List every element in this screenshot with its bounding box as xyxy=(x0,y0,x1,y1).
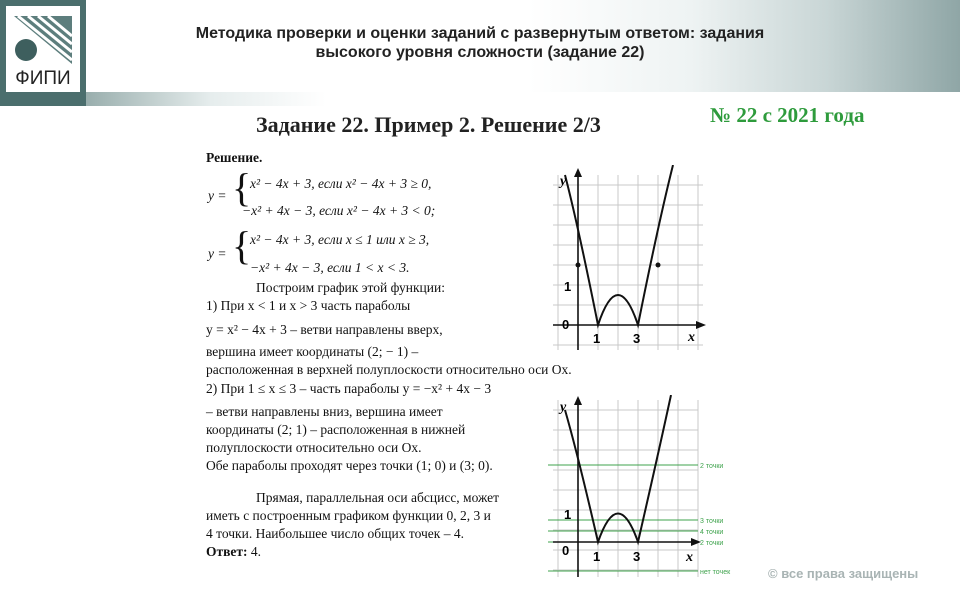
graph2-label-2pts-lower: 2 точки xyxy=(700,540,724,547)
header-title xyxy=(150,24,810,62)
answer-label: Ответ: xyxy=(206,544,248,559)
graph1-tick-origin: 0 xyxy=(562,317,570,332)
graph2-tick-x1: 1 xyxy=(593,549,601,564)
paragraph2-line2: – ветви направлены вниз, вершина имеет xyxy=(206,404,443,419)
system1-brace: { xyxy=(232,165,252,210)
paragraph1-line2: y = x² − 4x + 3 – ветви направлены вверх, xyxy=(206,322,443,337)
graph2-label-2pts-upper: 2 точки xyxy=(700,463,724,470)
graph1-tick-x3: 3 xyxy=(633,331,641,346)
paragraph3-line2: иметь с построенным графиком функции 0, 2, 3 и xyxy=(206,508,491,523)
paragraph1-line4: расположенная в верхней полуплоскости относительно оси Ox. xyxy=(206,362,572,377)
graph2-tick-x3: 3 xyxy=(633,549,641,564)
solution-heading: Решение. xyxy=(206,150,263,165)
system2-brace: { xyxy=(232,223,252,268)
graph1-tick-y1: 1 xyxy=(564,279,572,294)
paragraph3-line3: 4 точки. Наибольшее число общих точек – 4. xyxy=(206,526,464,541)
fipi-logo-text: ФИПИ xyxy=(15,68,71,89)
system1-row1: x² − 4x + 3, если x² − 4x + 3 ≥ 0, xyxy=(250,176,432,191)
graph2-function-plot xyxy=(548,395,740,580)
system1-row2: −x² + 4x − 3, если x² − 4x + 3 < 0; xyxy=(242,203,436,218)
header-title-line2: высокого уровня сложности (задание 22) xyxy=(315,44,645,61)
paragraph-build: Построим график этой функции: xyxy=(256,280,445,295)
system2-row2: −x² + 4x − 3, если 1 < x < 3. xyxy=(250,260,410,275)
graph1-grid xyxy=(553,175,703,350)
graph2-label-4pts: 4 точки xyxy=(700,529,724,536)
graph1-point xyxy=(576,263,581,268)
graph2-tick-origin: 0 xyxy=(562,543,570,558)
paragraph2-line1: 2) При 1 ≤ x ≤ 3 – часть параболы y = −x² + 4x − 3 xyxy=(206,381,492,396)
paragraph3-line1: Прямая, параллельная оси абсцисс, может xyxy=(256,490,500,505)
paragraph2-line4: полуплоскости относительно оси Ox. xyxy=(206,440,422,455)
paragraph1-line3: вершина имеет координаты (2; − 1) – xyxy=(206,344,419,359)
graph2-y-label: y xyxy=(560,400,567,415)
graph1-x-arrow xyxy=(696,321,706,329)
graph2-tick-y1: 1 xyxy=(564,507,572,522)
system1-y: y = xyxy=(208,188,227,203)
task-badge: № 22 с 2021 года xyxy=(710,103,865,127)
graph1-tick-x1: 1 xyxy=(593,331,601,346)
graph1-x-label: x xyxy=(688,330,695,345)
system2-row1: x² − 4x + 3, если x ≤ 1 или x ≥ 3, xyxy=(250,232,430,247)
copyright-notice: © все права защищены xyxy=(768,566,919,581)
graph1-y-label: y xyxy=(560,174,567,189)
graph2-grid xyxy=(553,400,698,577)
fipi-logo xyxy=(0,0,86,106)
paragraph2-line3: координаты (2; 1) – расположенная в нижней xyxy=(206,422,466,437)
paragraph1-line1: 1) При x < 1 и x > 3 часть параболы xyxy=(206,298,411,313)
answer-line xyxy=(206,544,261,560)
paragraph2-line5: Обе параболы проходят через точки (1; 0) и (3; 0). xyxy=(206,458,493,473)
graph1-point xyxy=(656,263,661,268)
system2-y: y = xyxy=(208,246,227,261)
graph2-x-label: x xyxy=(686,550,693,565)
graph2-y-arrow xyxy=(574,396,582,405)
header-title-line1: Методика проверки и оценки заданий с развернутым ответом: задания xyxy=(195,25,765,42)
graph1-function-plot xyxy=(548,165,708,355)
graph2-label-3pts: 3 точки xyxy=(700,518,724,525)
answer-value: 4. xyxy=(250,544,262,559)
slide-title: Задание 22. Пример 2. Решение 2/3 xyxy=(256,112,601,137)
graph2-label-none: нет точек xyxy=(700,569,731,576)
graph1-y-arrow xyxy=(574,168,582,177)
